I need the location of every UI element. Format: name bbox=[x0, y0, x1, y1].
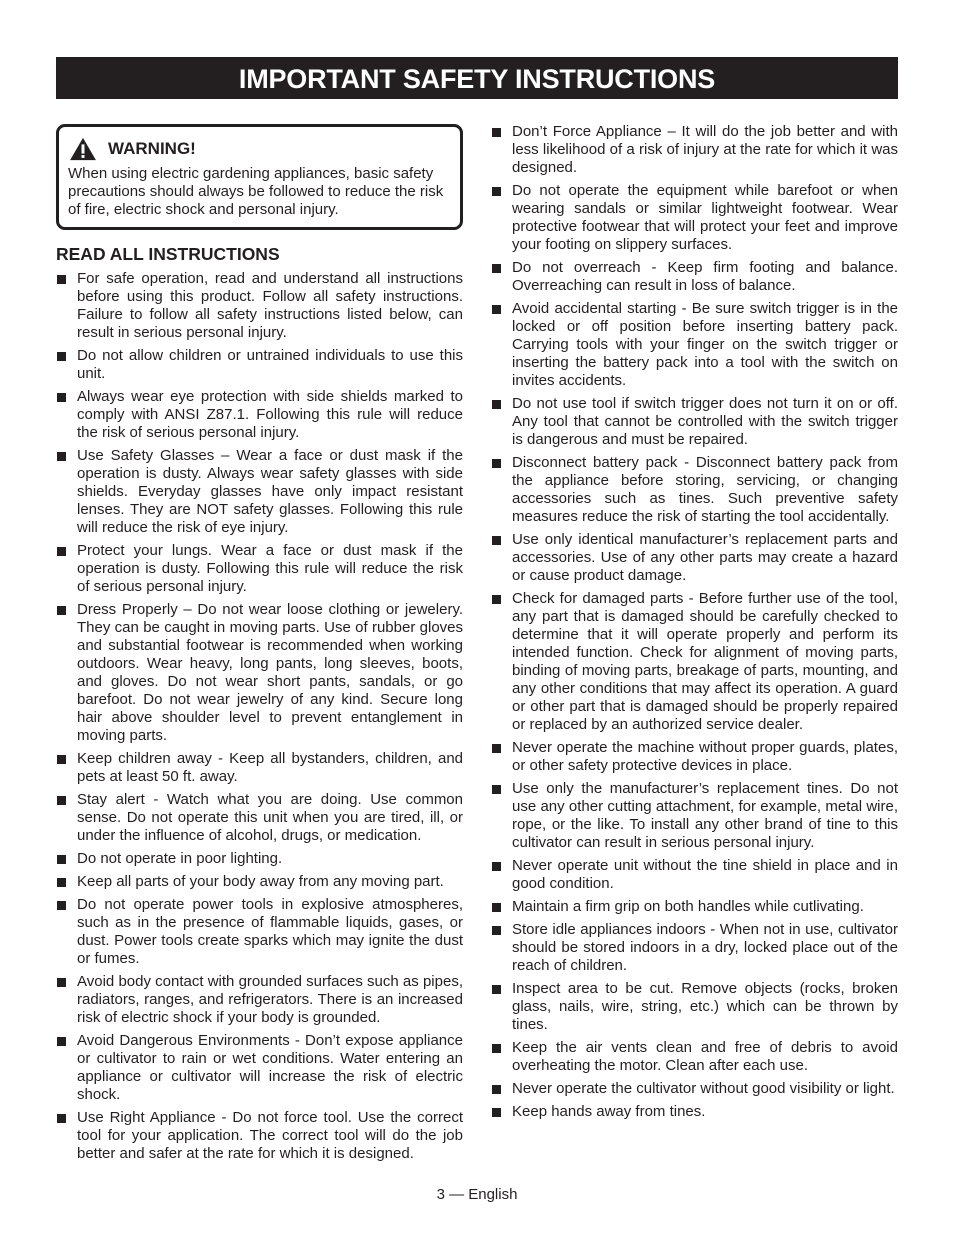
square-bullet-icon bbox=[57, 755, 66, 764]
list-item bbox=[491, 182, 898, 254]
list-item-text: Never operate unit without the tine shield in place and in good condition. bbox=[512, 857, 898, 892]
list-item-text: Avoid accidental starting - Be sure switch trigger is in the locked or off position before inserting battery pack. Carrying tools with your finger on the switch trigger or inserting the battery pack into a tool with the switch on invites accidents. bbox=[512, 300, 898, 389]
list-item-text: Dress Properly – Do not wear loose clothing or jewelery. They can be caught in moving parts. Use of rubber gloves and substantial footwear is recommended when working outdoors. Wear heavy, long pants, long sleeves, boots, and gloves. Do not wear short pants, sandals, or go barefoot. Do not wear jewelry of any kind. Secure long hair above shoulder level to prevent entanglement in moving parts. bbox=[77, 601, 463, 744]
square-bullet-icon bbox=[57, 393, 66, 402]
square-bullet-icon bbox=[492, 985, 501, 994]
page-title: IMPORTANT SAFETY INSTRUCTIONS bbox=[56, 57, 898, 99]
square-bullet-icon bbox=[57, 1114, 66, 1123]
list-item bbox=[491, 980, 898, 1034]
list-item bbox=[491, 454, 898, 526]
list-item bbox=[491, 1039, 898, 1075]
list-item bbox=[56, 388, 463, 442]
list-item bbox=[56, 347, 463, 383]
warning-header bbox=[68, 137, 452, 161]
list-item-text: Stay alert - Watch what you are doing. Use common sense. Do not operate this unit when you are tired, ill, or under the influence of alcohol, drugs, or medication. bbox=[77, 791, 463, 844]
warning-text: When using electric gardening appliances, basic safety precautions should always be followed to reduce the risk of fire, electric shock and personal injury. bbox=[68, 165, 444, 218]
square-bullet-icon bbox=[492, 785, 501, 794]
square-bullet-icon bbox=[492, 862, 501, 871]
list-item bbox=[56, 896, 463, 968]
warning-triangle-icon bbox=[68, 137, 98, 161]
list-item bbox=[56, 601, 463, 745]
list-item bbox=[56, 973, 463, 1027]
list-item-text: Avoid Dangerous Environments - Don’t expose appliance or cultivator to rain or wet conditions. Water entering an appliance or cultivator will increase the risk of electric shock. bbox=[77, 1032, 463, 1103]
right-column bbox=[491, 123, 898, 1126]
list-item-text: Do not use tool if switch trigger does not turn it on or off. Any tool that cannot be controlled with the switch trigger is dangerous and must be repaired. bbox=[512, 395, 898, 448]
section-heading: READ ALL INSTRUCTIONS bbox=[56, 244, 280, 264]
square-bullet-icon bbox=[57, 978, 66, 987]
list-item-text: Keep hands away from tines. bbox=[512, 1103, 706, 1120]
square-bullet-icon bbox=[492, 1085, 501, 1094]
list-item bbox=[491, 1103, 898, 1121]
square-bullet-icon bbox=[57, 352, 66, 361]
list-item-text: Inspect area to be cut. Remove objects (rocks, broken glass, nails, wire, string, etc.) which can be thrown by tines. bbox=[512, 980, 898, 1033]
list-item-text: Store idle appliances indoors - When not in use, cultivator should be stored indoors in a dry, locked place out of the reach of children. bbox=[512, 921, 898, 974]
list-item-text: Do not overreach - Keep firm footing and balance. Overreaching can result in loss of balance. bbox=[512, 259, 898, 294]
list-item-text: Do not operate the equipment while barefoot or when wearing sandals or similar lightweight footwear. Wear protective footwear that will protect your feet and improve your footing on slippery surfaces. bbox=[512, 182, 898, 253]
list-item-text: Do not operate in poor lighting. bbox=[77, 850, 283, 867]
list-item-text: Keep children away - Keep all bystanders, children, and pets at least 50 ft. away. bbox=[77, 750, 463, 785]
list-item bbox=[56, 542, 463, 596]
square-bullet-icon bbox=[57, 796, 66, 805]
square-bullet-icon bbox=[492, 128, 501, 137]
list-item bbox=[56, 270, 463, 342]
list-item-text: Do not operate power tools in explosive atmospheres, such as in the presence of flammable liquids, gases, or dust. Power tools create sparks which may ignite the dust or fumes. bbox=[77, 896, 463, 967]
square-bullet-icon bbox=[492, 1044, 501, 1053]
square-bullet-icon bbox=[492, 400, 501, 409]
list-item-text: Disconnect battery pack - Disconnect battery pack from the appliance before storing, servicing, or changing accessories such as tines. Such preventive safety measures reduce the risk of starting the tool accidentally. bbox=[512, 454, 898, 525]
page-footer: 3 — English bbox=[436, 1186, 518, 1203]
square-bullet-icon bbox=[492, 187, 501, 196]
square-bullet-icon bbox=[492, 903, 501, 912]
square-bullet-icon bbox=[57, 855, 66, 864]
list-item bbox=[491, 1080, 898, 1098]
list-item bbox=[491, 780, 898, 852]
left-instruction-list bbox=[56, 270, 463, 1163]
square-bullet-icon bbox=[57, 547, 66, 556]
list-item bbox=[491, 300, 898, 390]
square-bullet-icon bbox=[57, 275, 66, 284]
list-item bbox=[491, 857, 898, 893]
square-bullet-icon bbox=[492, 536, 501, 545]
list-item-text: Protect your lungs. Wear a face or dust mask if the operation is dusty. Following this rule will reduce the risk of serious personal injury. bbox=[77, 542, 463, 595]
list-item bbox=[491, 395, 898, 449]
list-item-text: Always wear eye protection with side shields marked to comply with ANSI Z87.1. Following this rule will reduce the risk of serious personal injury. bbox=[77, 388, 463, 441]
list-item bbox=[56, 873, 463, 891]
list-item-text: Do not allow children or untrained individuals to use this unit. bbox=[77, 347, 463, 382]
list-item bbox=[491, 259, 898, 295]
list-item-text: Keep the air vents clean and free of debris to avoid overheating the motor. Clean after each use. bbox=[512, 1039, 898, 1074]
square-bullet-icon bbox=[492, 595, 501, 604]
square-bullet-icon bbox=[57, 901, 66, 910]
list-item bbox=[56, 1032, 463, 1104]
square-bullet-icon bbox=[57, 606, 66, 615]
right-instruction-list bbox=[491, 123, 898, 1121]
list-item bbox=[56, 447, 463, 537]
square-bullet-icon bbox=[57, 1037, 66, 1046]
warning-label: WARNING! bbox=[108, 139, 196, 158]
square-bullet-icon bbox=[492, 744, 501, 753]
list-item bbox=[491, 921, 898, 975]
list-item bbox=[491, 531, 898, 585]
list-item-text: Maintain a firm grip on both handles while cutlivating. bbox=[512, 898, 864, 915]
list-item-text: Use only the manufacturer’s replacement tines. Do not use any other cutting attachment, for example, metal wire, rope, or the like. To install any other brand of tine to this cultivator can result in serious personal injury. bbox=[512, 780, 898, 851]
list-item bbox=[491, 590, 898, 734]
list-item-text: Use only identical manufacturer’s replacement parts and accessories. Use of any other parts may create a hazard or cause product damage. bbox=[512, 531, 898, 584]
list-item bbox=[56, 791, 463, 845]
square-bullet-icon bbox=[492, 926, 501, 935]
list-item-text: Use Right Appliance - Do not force tool. Use the correct tool for your application. The correct tool will do the job better and safer at the rate for which it is designed. bbox=[77, 1109, 463, 1162]
list-item-text: Never operate the machine without proper guards, plates, or other safety protective devices in place. bbox=[512, 739, 898, 774]
list-item-text: Keep all parts of your body away from any moving part. bbox=[77, 873, 444, 890]
square-bullet-icon bbox=[492, 264, 501, 273]
square-bullet-icon bbox=[492, 1108, 501, 1117]
square-bullet-icon bbox=[57, 878, 66, 887]
list-item-text: Never operate the cultivator without good visibility or light. bbox=[512, 1080, 895, 1097]
square-bullet-icon bbox=[57, 452, 66, 461]
list-item-text: For safe operation, read and understand all instructions before using this product. Follow all safety instructions. Failure to follow all safety instructions listed below, can result in serious personal injury. bbox=[77, 270, 463, 341]
warning-box bbox=[56, 124, 463, 230]
list-item-text: Avoid body contact with grounded surfaces such as pipes, radiators, ranges, and refrigerators. There is an increased risk of electric shock if your body is grounded. bbox=[77, 973, 463, 1026]
left-column bbox=[56, 124, 463, 1168]
square-bullet-icon bbox=[492, 305, 501, 314]
list-item-text: Check for damaged parts - Before further use of the tool, any part that is damaged should be carefully checked to determine that it will operate properly and perform its intended function. Check for alignment of moving parts, binding of moving parts, breakage of parts, mounting, and any other conditions that may affect its operation. A guard or other part that is damaged should be properly repaired or replaced by an authorized service dealer. bbox=[512, 590, 898, 733]
list-item-text: Use Safety Glasses – Wear a face or dust mask if the operation is dusty. Always wear safety glasses with side shields. Everyday glasses have only impact resistant lenses. They are NOT safety glasses. Following this rule will reduce the risk of eye injury. bbox=[77, 447, 463, 536]
square-bullet-icon bbox=[492, 459, 501, 468]
list-item bbox=[56, 1109, 463, 1163]
list-item bbox=[491, 739, 898, 775]
list-item bbox=[491, 123, 898, 177]
list-item bbox=[56, 850, 463, 868]
list-item-text: Don’t Force Appliance – It will do the job better and with less likelihood of a risk of injury at the rate for which it was designed. bbox=[512, 123, 898, 176]
list-item bbox=[491, 898, 898, 916]
list-item bbox=[56, 750, 463, 786]
